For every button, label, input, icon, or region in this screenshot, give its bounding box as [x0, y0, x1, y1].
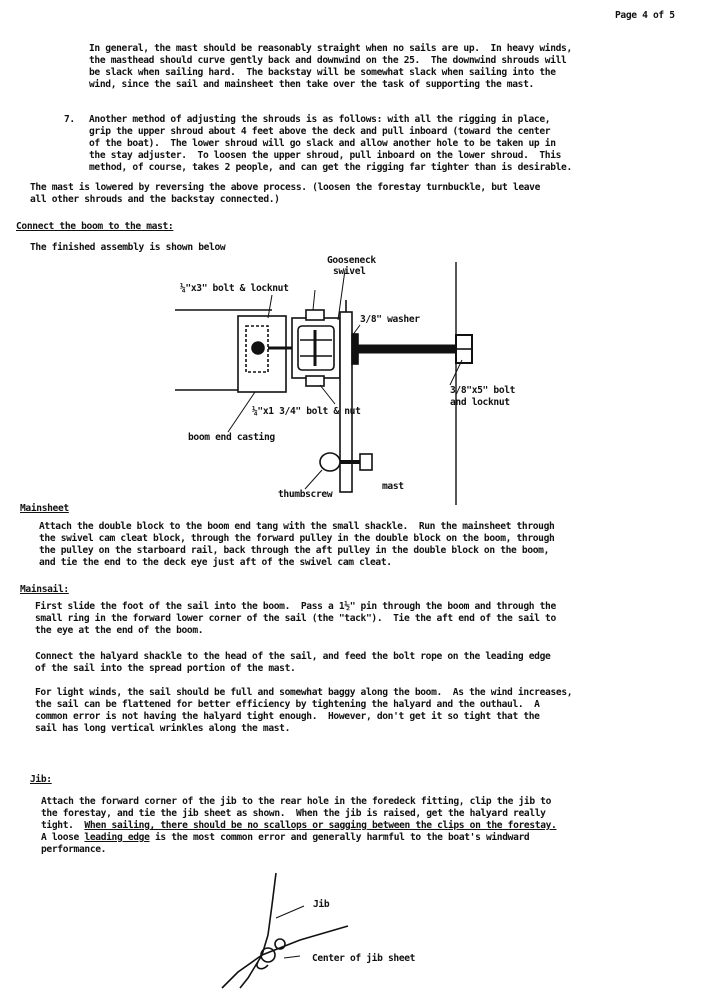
label-and-locknut: and locknut	[450, 397, 510, 408]
text-line: the stay adjuster. To loosen the upper shroud, pull inboard on the lower shroud. This	[89, 150, 562, 161]
text-fragment: tight.	[41, 820, 85, 831]
text-line: grip the upper shroud about 4 feet above the deck and pull inboard (toward the center	[89, 126, 551, 137]
text-line: performance.	[41, 844, 107, 855]
text-line: the forestay, and tie the jib sheet as shown. When the jib is raised, get the halyard really	[41, 808, 546, 819]
emphasis-underlined: leading edge	[84, 832, 150, 843]
text-line: and tie the end to the deck eye just aft of the swivel cam cleat.	[39, 557, 392, 568]
list-number: 7.	[64, 114, 75, 125]
label-gooseneck: Gooseneck	[327, 255, 376, 266]
text-line: Another method of adjusting the shrouds is as follows: with all the rigging in place,	[89, 114, 551, 125]
text-line: of the boat). The lower shroud will go slack and allow another hole to be taken up in	[89, 138, 556, 149]
text-line: all other shrouds and the backstay connected.)	[30, 194, 280, 205]
forestay-line	[262, 873, 276, 955]
text-line: For light winds, the sail should be full and somewhat baggy along the boom. As the wind increases,	[35, 687, 573, 698]
label-casting: boom end casting	[188, 432, 275, 443]
label-bolt-5: 3/8"x5" bolt	[450, 385, 516, 396]
heading-mainsail: Mainsail:	[20, 584, 69, 595]
label-mast: mast	[382, 481, 404, 492]
jib-sheet-line	[262, 926, 348, 955]
text-line: sail has long vertical wrinkles along the mast.	[35, 723, 291, 734]
boom-assembly-diagram	[0, 245, 710, 505]
text-line: the sail can be flattened for better efficiency by tightening the halyard and the outhaul. A	[35, 699, 540, 710]
label-thumbscrew: thumbscrew	[278, 489, 333, 500]
text-line: method, of course, takes 2 people, and can get the rigging far tighter than is desirable.	[89, 162, 572, 173]
heading-mainsheet: Mainsheet	[20, 503, 69, 514]
text-line: The mast is lowered by reversing the above process. (loosen the forestay turnbuckle, but leave	[30, 182, 541, 193]
text-line: the eye at the end of the boom.	[35, 625, 204, 636]
text-fragment: is the most common error and generally harmful to the boat's windward	[149, 832, 530, 843]
text-line: be slack when sailing hard. The backstay will be somewhat slack when sailing into the	[89, 67, 556, 78]
text-line: the swivel cam cleat block, through the forward pulley in the double block on the boom, through	[39, 533, 555, 544]
text-line: Attach the double block to the boom end tang with the small shackle. Run the mainsheet through	[39, 521, 555, 532]
label-washer: 3/8" washer	[360, 314, 420, 325]
text-line: of the sail into the spread portion of the mast.	[35, 663, 296, 674]
thumbscrew	[320, 453, 340, 471]
label-swivel: swivel	[333, 266, 366, 277]
jib-sheet-diagram	[0, 868, 710, 992]
text-line: small ring in the forward lower corner of the sail (the "tack"). Tie the aft end of the sail to	[35, 613, 556, 624]
text-fragment: A loose	[41, 832, 85, 843]
text-line	[41, 832, 529, 845]
text-line: the pulley on the starboard rail, back through the aft pulley in the double block on the boom,	[39, 545, 550, 556]
heading-connect-boom: Connect the boom to the mast:	[16, 221, 174, 232]
text-line: Attach the forward corner of the jib to the rear hole in the foredeck fitting, clip the jib to	[41, 796, 552, 807]
emphasis-underlined: When sailing, there should be no scallops or sagging between the clips on the forestay.	[84, 820, 557, 831]
page-number: Page 4 of 5	[615, 10, 675, 21]
text-line: First slide the foot of the sail into the boom. Pass a 1½" pin through the boom and through the	[35, 601, 556, 612]
label-center-jib-sheet: Center of jib sheet	[312, 953, 416, 964]
heading-jib: Jib:	[30, 774, 52, 785]
label-jib: Jib	[313, 899, 330, 910]
text-line: the masthead should curve gently back and downwind on the 25. The downwind shrouds will	[89, 55, 567, 66]
mast-fitting-plate	[340, 312, 352, 492]
text-line: common error is not having the halyard tight enough. However, don't get it so tight that the	[35, 711, 540, 722]
text-line: The finished assembly is shown below	[30, 242, 226, 253]
text-line: wind, since the sail and mainsheet then take over the task of supporting the mast.	[89, 79, 534, 90]
label-bolt-nut: ¼"x1 3/4" bolt & nut	[252, 406, 361, 417]
text-line	[41, 820, 556, 833]
text-line: Connect the halyard shackle to the head of the sail, and feed the bolt rope on the leading edge	[35, 651, 551, 662]
washer	[352, 334, 358, 364]
label-bolt-locknut: ¼"x3" bolt & locknut	[180, 283, 289, 294]
text-line: In general, the mast should be reasonably straight when no sails are up. In heavy winds,	[89, 43, 572, 54]
